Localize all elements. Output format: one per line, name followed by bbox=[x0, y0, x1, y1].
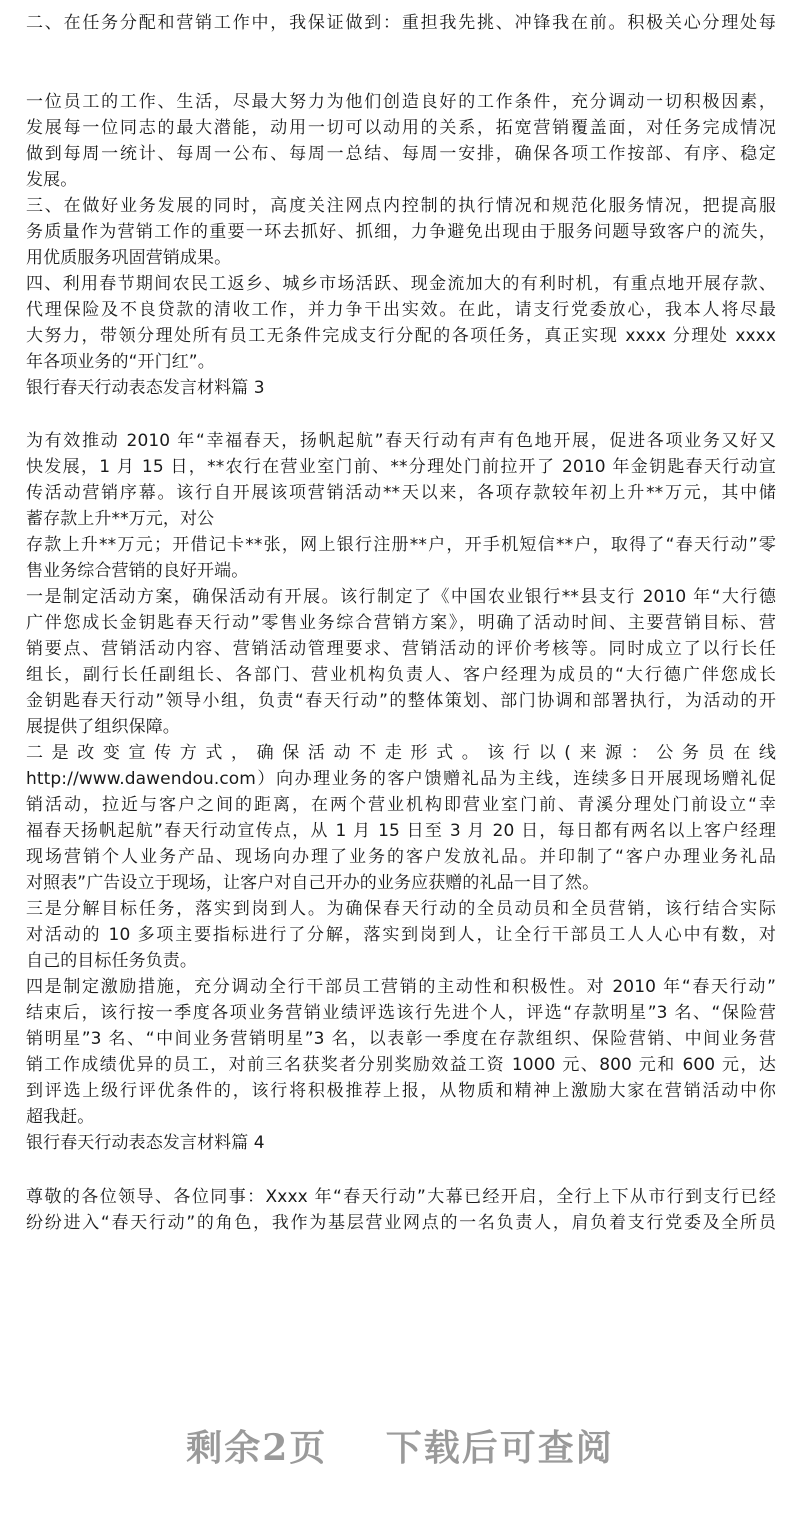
text-line: 广伴您成长金钥匙春天行动”零售业务综合营销方案》，明确了活动时间、主要营销目标、营 bbox=[26, 613, 776, 633]
text-line: 发展每一位同志的最大潜能，动用一切可以动用的关系，拓宽营销覆盖面，对任务完成情况 bbox=[26, 118, 776, 138]
text-line: 务质量作为营销工作的重要一环去抓好、抓细，力争避免出现由于服务问题导致客户的流失， bbox=[26, 222, 776, 242]
text-line: 金钥匙春天行动”领导小组，负责“春天行动”的整体策划、部门协调和部署执行，为活动的开 bbox=[26, 691, 776, 711]
text-line: 销工作成绩优异的员工，对前三名获奖者分别奖励效益工资 1000 元、800 元和 600 元，达 bbox=[26, 1055, 776, 1075]
text-line: 到评选上级行评优条件的，该行将积极推荐上报，从物质和精神上激励大家在营销活动中你 bbox=[26, 1081, 776, 1101]
text-line: 蓄存款上升**万元，对公 bbox=[26, 509, 215, 529]
remaining-pages-text[interactable]: 剩余2页 bbox=[186, 1427, 328, 1469]
text-line: 为有效推动 2010 年“幸福春天，扬帆起航”春天行动有声有色地开展，促进各项业务又好又 bbox=[26, 431, 776, 451]
text-line: 三是分解目标任务，落实到岗到人。为确保春天行动的全员动员和全员营销，该行结合实际 bbox=[26, 899, 776, 919]
text-line: 大努力，带领分理处所有员工无条件完成支行分配的各项任务，真正实现 xxxx 分理处 xxxx bbox=[26, 326, 776, 346]
text-line: 对照表”广告设立于现场，让客户对自己开办的业务应获赠的礼品一目了然。 bbox=[26, 873, 600, 893]
text-line: http://www.dawendou.com）向办理业务的客户馈赠礼品为主线，连续多日开展现场赠礼促 bbox=[26, 769, 776, 789]
download-prompt[interactable] bbox=[0, 1418, 800, 1478]
content-fade-overlay bbox=[0, 1330, 800, 1420]
text-line: 现场营销个人业务产品、现场向办理了业务的客户发放礼品。并印制了“客户办理业务礼品 bbox=[26, 847, 776, 867]
text-line: 一位员工的工作、生活，尽最大努力为他们创造良好的工作条件，充分调动一切积极因素， bbox=[26, 92, 776, 112]
text-line: 四是制定激励措施，充分调动全行干部员工营销的主动性和积极性。对 2010 年“春天行动” bbox=[26, 977, 776, 997]
text-line: 销要点、营销活动内容、营销活动管理要求、营销活动的评价考核等。同时成立了以行长任 bbox=[26, 639, 776, 659]
text-line: 组长，副行长任副组长、各部门、营业机构负责人、客户经理为成员的“大行德广伴您成长 bbox=[26, 665, 776, 685]
text-line: 四、利用春节期间农民工返乡、城乡市场活跃、现金流加大的有利时机，有重点地开展存款、 bbox=[26, 274, 776, 294]
download-to-view-text[interactable]: 下载后可查阅 bbox=[385, 1427, 614, 1469]
text-line: 结束后，该行按一季度各项业务营销业绩评选该行先进个人，评选“存款明星”3 名、“保险营 bbox=[26, 1003, 776, 1023]
text-line: 福春天扬帆起航”春天行动宣传点，从 1 月 15 日至 3 月 20 日，每日都有两名以上客户经理 bbox=[26, 821, 776, 841]
text-line: 二是改变宣传方式，确保活动不走形式。该行以(来源：公务员在线 bbox=[26, 743, 776, 763]
section-heading-4: 银行春天行动表态发言材料篇 4 bbox=[26, 1133, 265, 1153]
text-line: 超我赶。 bbox=[26, 1107, 95, 1127]
text-line: 自己的目标任务负责。 bbox=[26, 951, 197, 971]
text-line: 快发展，1 月 15 日，**农行在营业室门前、**分理处门前拉开了 2010 年金钥匙春天行动宣 bbox=[26, 457, 776, 477]
text-line: 做到每周一统计、每周一公布、每周一总结、每周一安排，确保各项工作按部、有序、稳定 bbox=[26, 144, 776, 164]
text-line: 展提供了组织保障。 bbox=[26, 717, 180, 737]
text-line: 销明星”3 名、“中间业务营销明星”3 名，以表彰一季度在存款组织、保险营销、中间业务营 bbox=[26, 1029, 776, 1049]
text-line: 一是制定活动方案，确保活动有开展。该行制定了《中国农业银行**县支行 2010 年“大行德 bbox=[26, 587, 776, 607]
text-line: 传活动营销序幕。该行自开展该项营销活动**天以来，各项存款较年初上升**万元，其中储 bbox=[26, 483, 776, 503]
text-line: 纷纷进入“春天行动”的角色，我作为基层营业网点的一名负责人，肩负着支行党委及全所员 bbox=[26, 1213, 776, 1233]
text-line: 售业务综合营销的良好开端。 bbox=[26, 561, 249, 581]
text-line: 销活动，拉近与客户之间的距离，在两个营业机构即营业室门前、青溪分理处门前设立“幸 bbox=[26, 795, 776, 815]
text-line: 尊敬的各位领导、各位同事：Xxxx 年“春天行动”大幕已经开启，全行上下从市行到支行已经 bbox=[26, 1187, 776, 1207]
text-line: 三、在做好业务发展的同时，高度关注网点内控制的执行情况和规范化服务情况，把提高服 bbox=[26, 196, 776, 216]
text-line: 年各项业务的“开门红”。 bbox=[26, 352, 215, 372]
text-line: 代理保险及不良贷款的清收工作，并力争干出实效。在此，请支行党委放心，我本人将尽最 bbox=[26, 300, 776, 320]
section-heading-3: 银行春天行动表态发言材料篇 3 bbox=[26, 378, 265, 398]
text-line: 二、在任务分配和营销工作中，我保证做到：重担我先挑、冲锋我在前。积极关心分理处每 bbox=[26, 13, 776, 33]
text-line: 对活动的 10 多项主要指标进行了分解，落实到岗到人，让全行干部员工人人心中有数，对 bbox=[26, 925, 776, 945]
text-line: 发展。 bbox=[26, 170, 78, 190]
text-line: 用优质服务巩固营销成果。 bbox=[26, 248, 232, 268]
text-line: 存款上升**万元；开借记卡**张，网上银行注册**户，开手机短信**户，取得了“春天行动”零 bbox=[26, 535, 776, 555]
